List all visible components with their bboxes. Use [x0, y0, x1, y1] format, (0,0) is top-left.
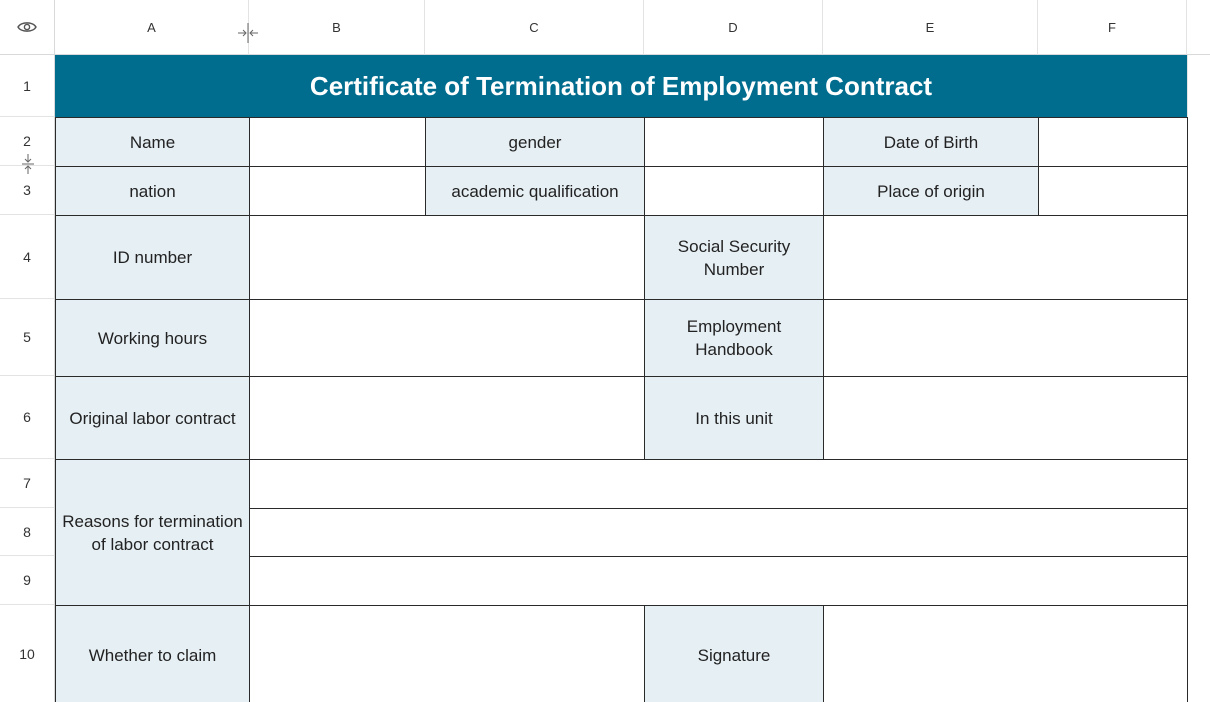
- column-header-label: A: [147, 19, 156, 35]
- row-header-label: 8: [23, 523, 31, 540]
- row-header-8[interactable]: [0, 508, 55, 556]
- ssn-value-cell[interactable]: [823, 215, 1188, 300]
- claim-label-cell[interactable]: [55, 605, 250, 702]
- signature-label-cell[interactable]: [644, 605, 824, 702]
- row-header-7[interactable]: [0, 459, 55, 508]
- name-label-cell[interactable]: [55, 117, 250, 167]
- nation-label-cell[interactable]: [55, 166, 250, 216]
- reasons-line-3[interactable]: [249, 556, 1188, 606]
- unit-value-cell[interactable]: [823, 376, 1188, 460]
- reasons-label: Reasons for termination of labor contract: [62, 511, 243, 554]
- original-contract-label: Original labor contract: [69, 408, 236, 428]
- column-header-f[interactable]: [1038, 0, 1187, 55]
- nation-value-cell[interactable]: [249, 166, 426, 216]
- row-header-label: 4: [23, 248, 31, 265]
- academic-label-cell[interactable]: [425, 166, 645, 216]
- gender-label: gender: [508, 132, 562, 152]
- column-header-label: B: [332, 19, 341, 35]
- row-header-label: 5: [23, 329, 31, 345]
- id-label: ID number: [112, 248, 193, 267]
- academic-value-cell[interactable]: [644, 166, 824, 216]
- handbook-label-cell[interactable]: [644, 299, 824, 377]
- row-header-9[interactable]: [0, 556, 55, 605]
- form-title-text: Certificate of Termination of Employment Contract: [309, 70, 933, 101]
- reasons-line-2[interactable]: [249, 508, 1188, 557]
- gender-value-cell[interactable]: [644, 117, 824, 167]
- claim-label: Whether to claim: [88, 646, 217, 665]
- origin-label-cell[interactable]: [823, 166, 1039, 216]
- gender-label-cell[interactable]: [425, 117, 645, 167]
- hours-value-cell[interactable]: [249, 299, 645, 377]
- column-resize-icon[interactable]: [236, 22, 260, 46]
- name-label: Name: [129, 132, 176, 152]
- signature-value-cell[interactable]: [823, 605, 1188, 702]
- original-contract-label-cell[interactable]: [55, 376, 250, 460]
- column-header-label: C: [529, 19, 539, 35]
- origin-value-cell[interactable]: [1038, 166, 1188, 216]
- row-header-6[interactable]: [0, 376, 55, 459]
- row-resize-icon[interactable]: [21, 153, 35, 177]
- academic-label: academic qualification: [451, 181, 619, 201]
- column-header-g[interactable]: [1187, 0, 1210, 55]
- row-header-label: 3: [23, 182, 31, 198]
- nation-label: nation: [129, 181, 176, 201]
- row-header-label: 7: [23, 475, 31, 491]
- column-header-b[interactable]: [249, 0, 425, 55]
- row-header-label: 1: [23, 77, 31, 94]
- dob-label: Date of Birth: [883, 132, 979, 152]
- dob-label-cell[interactable]: [823, 117, 1039, 167]
- form-title[interactable]: [55, 55, 1187, 117]
- reasons-line-1[interactable]: [249, 459, 1188, 509]
- ssn-label-cell[interactable]: [644, 215, 824, 300]
- hours-label: Working hours: [97, 328, 208, 348]
- column-header-c[interactable]: [425, 0, 644, 55]
- row-header-4[interactable]: [0, 215, 55, 299]
- row-header-label: 6: [23, 409, 31, 425]
- reasons-label-cell[interactable]: [55, 459, 250, 606]
- dob-value-cell[interactable]: [1038, 117, 1188, 167]
- column-header-label: F: [1108, 19, 1116, 35]
- handbook-label: Employment Handbook: [686, 317, 782, 359]
- unit-label: In this unit: [695, 408, 773, 428]
- signature-label: Signature: [697, 646, 771, 665]
- column-header-d[interactable]: [644, 0, 823, 55]
- row-header-10[interactable]: [0, 605, 55, 702]
- handbook-value-cell[interactable]: [823, 299, 1188, 377]
- row-header-label: 10: [19, 645, 35, 662]
- id-label-cell[interactable]: [55, 215, 250, 300]
- hours-label-cell[interactable]: [55, 299, 250, 377]
- original-contract-value-cell[interactable]: [249, 376, 645, 460]
- ssn-label: Social Security Number: [677, 236, 791, 279]
- origin-label: Place of origin: [877, 181, 985, 201]
- select-all-corner[interactable]: [0, 0, 55, 55]
- unit-label-cell[interactable]: [644, 376, 824, 460]
- row-header-1[interactable]: [0, 55, 55, 117]
- name-value-cell[interactable]: [249, 117, 426, 167]
- row-header-label: 2: [23, 133, 31, 149]
- row-header-5[interactable]: [0, 299, 55, 376]
- id-value-cell[interactable]: [249, 215, 645, 300]
- column-header-a[interactable]: [55, 0, 249, 55]
- claim-value-cell[interactable]: [249, 605, 645, 702]
- column-header-label: E: [925, 19, 935, 35]
- column-header-e[interactable]: [823, 0, 1038, 55]
- eye-icon[interactable]: [17, 20, 37, 34]
- column-header-label: D: [728, 19, 738, 35]
- row-header-label: 9: [23, 572, 31, 588]
